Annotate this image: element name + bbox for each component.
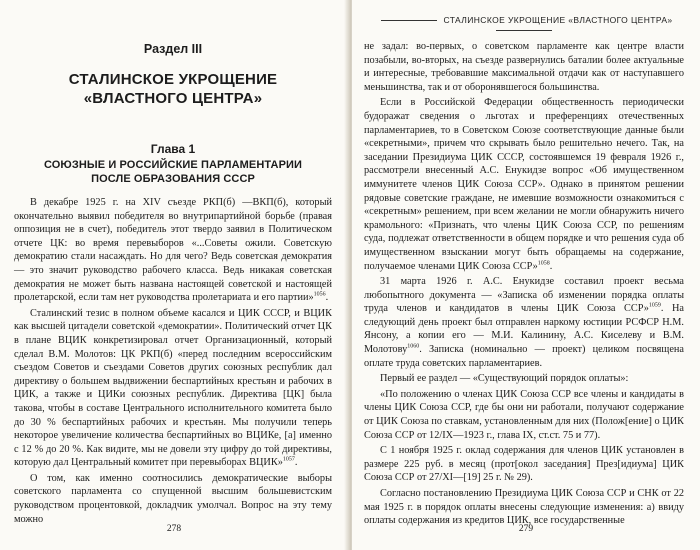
footnote-ref: 1057 [282, 456, 295, 463]
section-title-line-2: «ВЛАСТНОГО ЦЕНТРА» [83, 90, 263, 107]
running-header-text: СТАЛИНСКОЕ УКРОЩЕНИЕ «ВЛАСТНОГО ЦЕНТРА» [443, 15, 673, 25]
chapter-title-line-1: СОЮЗНЫЕ И РОССИЙСКИЕ ПАРЛАМЕНТАРИИ [43, 159, 303, 171]
paragraph: Сталинский тезис в полном объеме касался и ЦИК СССР, и ВЦИК как высшей цитадели советской «демократии». Политический отчет ЦК в плане ВЦИК конкретизировал отчет Организационный, который сделал В.М. Молотов: ЦК РКП(б) «перед последним всероссийским съездом Советов и съездами Советов других союзных республик дал директиву о большем выдвижении беспартийных крестьян и рабочих в ЦИК, а также и ЦИКи союзных республик. Директива [ЦК] была такова, чтобы в составе Центрального исполнительного комитета было до 30 % беспартийных рабочих и крестьян. Мы получили теперь некоторое увеличение количества беспартийных во ВЦИКе, [а] именно с 12 % до 20 %. Как видите, мы не довели эту цифру до той директивы, которую дал Центральный комитет при перевыборах ВЦИК»$^{1057}$. [14, 307, 332, 469]
footnote-ref: 1060 [407, 343, 420, 350]
paragraph: не задал: во-первых, о советском парламенте как центре власти позабыли, во-вторых, на съезде развернулись баталии более актуальные и интересные, требовавшие максимальной отдачи как от наступавшего меньшинства, так и от оборонявшегося большинства. [364, 41, 684, 93]
right-page [352, 0, 700, 550]
paragraph: В декабре 1925 г. на XIV съезде РКП(б) —ВКП(б), который окончательно выявил победителя во внутрипартийной борьбе (правая оппозиция не в счет), победитель этот твердо заявил в Политическом отчете ЦК: во время перевыборов «...Советы ожили. Советскую демократию стали насаждать. Но для чего? Ведь советская демократия — это значит руководство рабочего класса. Ведь никакая советская демократия не может быть названа настоящей советской и настоящей пролетарской, если там нет руководства пролетариата и его партии»$^{1056}$. [14, 197, 332, 304]
paragraph: 31 марта 1926 г. А.С. Енукидзе составил проект весьма любопытного документа — «Записка об изменении порядка оплаты труда членов и кандидатов в члены ЦИК Союза ССР»$^{1059}$. На следующий день проект был отправлен наркому юстиции РСФСР Н.М. Янсону, а копии его — М.И. Калинину, А.С. Киселеву и В.М. Молотову$^{1060}$. Записка (номинально — проект) целиком посвящена оплате труда советских парламентариев. [364, 276, 685, 369]
paragraph: Если в Российской Федерации общественность периодически будоражат сведения о льготах и преференциях отечественных парламентариев, то в Советском Союзе соответствующие данные были «секретными», причем что скрывать было решительно нечего. Так, на заседании Президиума ЦИК СССР, состоявшемся 19 февраля 1926 г., рассмотрели внесенный А.С. Енукидзе вопрос «Об имущественном иммунитете членов ЦИК Союза ССР». Однако в принятом решении рядовые советские граждане, не имевшие возможности ознакомиться с «секретным» решением, при всем желании не могли обнаружить ничего крамольного: «Признать, что члены ЦИК Союза ССР, по решениям суда, подлежат ответственности в общем порядке и что решения суда об имущественном взыскании могут быть обращаемы на содержание, получаемое членами ЦИК Союза ССР»$^{1058}$. [364, 97, 684, 272]
footnote-ref: 1058 [537, 260, 550, 267]
paragraph: «По положению о членах ЦИК Союза ССР все члены и кандидаты в члены ЦИК Союза ССР, где бы они ни работали, получают содержание от ЦИК Союза по ставкам, установленным для них (Полож[ение] о ЦИК Союза ССР от 12/IX—1923 г., глава IX, ст.ст. 75 и 77). [364, 388, 684, 441]
left-body-text [14, 196, 332, 526]
right-body-text [364, 40, 684, 528]
footnote-ref: 1059 [648, 302, 661, 309]
left-page [0, 0, 348, 550]
paragraph: С 1 ноября 1925 г. оклад содержания для членов ЦИК установлен в размере 225 руб. в месяц (прот[окол заседания] През[идиума] ЦИК Союза ССР от 27/XI—[19] 25 г. № 29). [364, 445, 684, 484]
header-rule-left [381, 20, 437, 21]
footnote-ref: 1056 [313, 291, 326, 298]
running-header [364, 15, 684, 35]
page-number-left: 278 [166, 524, 182, 534]
left-page-content [14, 40, 332, 526]
paragraph: О том, как именно соотносились демократические выборы советского парламента со спущенной высшим большевистским руководством процентовкой, докладчик умолчал. Вопрос на эту тему можно [14, 472, 332, 525]
section-label: Раздел III [143, 42, 203, 56]
header-rule-right [496, 30, 552, 31]
chapter-label: Глава 1 [150, 142, 196, 156]
page-number-right: 279 [518, 524, 534, 534]
chapter-title-line-2: ПОСЛЕ ОБРАЗОВАНИЯ СССР [91, 173, 255, 185]
paragraph: Согласно постановлению Президиума ЦИК Союза ССР и СНК от 22 мая 1925 г. в порядок оплаты внесены следующие изменения: а) ввиду оплаты содержания из кредитов ЦИК, все государственные [364, 488, 684, 527]
section-title [14, 70, 332, 108]
paragraph: Первый ее раздел — «Существующий порядок оплаты»: [380, 373, 629, 385]
section-title-line-1: СТАЛИНСКОЕ УКРОЩЕНИЕ [68, 71, 278, 88]
chapter-title [14, 158, 332, 186]
